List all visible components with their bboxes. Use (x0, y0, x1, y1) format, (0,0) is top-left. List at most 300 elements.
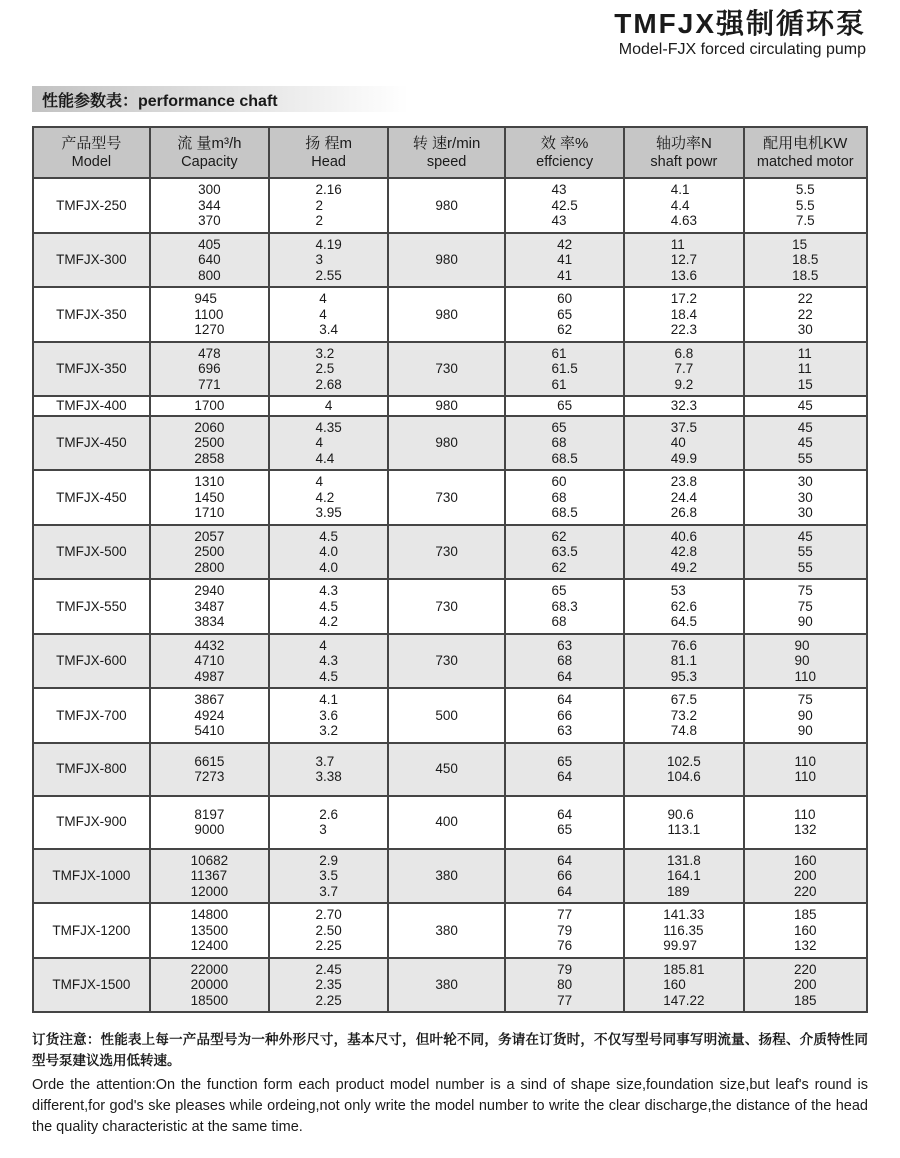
model-cell: TMFJX-450 (33, 470, 150, 525)
column-header-en: effciency (536, 154, 594, 170)
head-cell (269, 634, 388, 689)
value-line: 75 (797, 598, 813, 614)
value-line: 15 (792, 236, 808, 252)
efficiency-cell (505, 396, 624, 416)
speed-cell: 730 (388, 634, 505, 689)
value-line: 147.22 (663, 992, 705, 1008)
value-line: 26.8 (670, 505, 698, 520)
value-line: 42.5 (551, 197, 578, 213)
value-line: 11 (670, 236, 685, 252)
value-line: 62.6 (670, 598, 698, 614)
efficiency-cell (505, 796, 624, 849)
head-cell (269, 903, 388, 958)
value-line: 9000 (194, 822, 225, 837)
speed-cell: 730 (388, 470, 505, 525)
motor-cell (744, 849, 868, 904)
capacity-cell (150, 470, 269, 525)
column-header-cn: 效 率% (540, 135, 589, 152)
speed-cell: 980 (388, 416, 505, 471)
page-title: TMFJX强制循环泵 (614, 8, 866, 39)
value-line: 99.97 (663, 938, 698, 953)
column-header-en: speed (426, 154, 467, 170)
column-header-cn: 配用电机KW (763, 135, 848, 152)
column-header (388, 127, 505, 178)
value-line: 4924 (194, 707, 225, 723)
value-line: 1710 (194, 505, 225, 520)
value-line: 185 (793, 992, 817, 1008)
value-line: 68 (551, 489, 567, 505)
motor-cell (744, 743, 868, 796)
value-line: 40.6 (670, 528, 698, 544)
table-row (33, 470, 867, 525)
head-cell (269, 525, 388, 580)
speed-cell: 730 (388, 579, 505, 634)
value-line: 79 (557, 961, 573, 977)
value-line: 7.5 (795, 213, 815, 228)
column-header-en: Capacity (181, 154, 238, 170)
value-line: 80 (557, 977, 573, 992)
value-line: 22 (797, 306, 813, 322)
value-line: 300 (198, 182, 221, 197)
efficiency-cell (505, 634, 624, 689)
value-line: 18.5 (792, 252, 819, 267)
value-line: 4.3 (319, 653, 339, 668)
value-line: 32.3 (670, 398, 698, 413)
value-line: 164.1 (666, 868, 701, 883)
value-line: 77 (557, 907, 573, 922)
value-line: 90.6 (667, 806, 694, 822)
value-line: 4.35 (315, 419, 342, 435)
value-line: 5410 (194, 723, 225, 738)
value-line: 2500 (194, 544, 225, 559)
shaft-power-cell (624, 396, 743, 416)
capacity-cell (150, 579, 269, 634)
value-line: 17.2 (670, 291, 698, 306)
order-note-english: Orde the attention:On the function form each product model number is a sind of shape size,foundation size,but leaf's round is different,for god's ske pleases while ordeing,not only write the model number to write the clear discharge,the distance of the head the quality characteristic at the same time. (32, 1077, 868, 1135)
column-header-cn: 轴功率N (655, 135, 712, 152)
efficiency-cell (505, 416, 624, 471)
value-line: 65 (551, 419, 567, 435)
value-line: 405 (198, 236, 221, 252)
value-line: 11 (797, 361, 812, 376)
value-line: 2.25 (315, 938, 342, 953)
value-line: 4.2 (319, 614, 339, 629)
head-cell (269, 688, 388, 743)
value-line: 53 (670, 583, 686, 598)
value-line: 3.38 (315, 769, 342, 784)
efficiency-cell (505, 178, 624, 233)
value-line: 13.6 (670, 267, 698, 283)
value-line: 62 (551, 559, 567, 575)
value-line: 18500 (190, 992, 229, 1008)
value-line: 116.35 (663, 922, 704, 938)
column-header (150, 127, 269, 178)
motor-cell (744, 470, 868, 525)
column-header-cn: 扬 程m (305, 135, 352, 152)
value-line: 132 (793, 822, 817, 837)
shaft-power-cell (624, 958, 743, 1013)
motor-cell (744, 796, 868, 849)
table-body (33, 178, 867, 1012)
value-line: 55 (797, 450, 813, 466)
value-line: 2.16 (315, 182, 342, 197)
column-header (33, 127, 150, 178)
capacity-cell (150, 342, 269, 397)
value-line: 7.7 (674, 361, 694, 376)
table-row (33, 287, 867, 342)
value-line: 110 (793, 806, 816, 822)
capacity-cell (150, 743, 269, 796)
shaft-power-cell (624, 470, 743, 525)
model-cell: TMFJX-550 (33, 579, 150, 634)
capacity-cell (150, 688, 269, 743)
value-line: 2.68 (315, 376, 342, 392)
value-line: 9.2 (674, 376, 694, 392)
value-line: 45 (797, 398, 813, 413)
value-line: 66 (557, 868, 573, 883)
value-line: 63 (557, 637, 573, 653)
value-line: 1270 (194, 322, 225, 337)
value-line: 110 (794, 769, 817, 784)
value-line: 22.3 (670, 322, 698, 337)
table-row (33, 178, 867, 233)
value-line: 61.5 (551, 361, 578, 376)
value-line: 73.2 (670, 707, 698, 723)
value-line: 141.33 (663, 907, 705, 922)
value-line: 2.9 (319, 852, 339, 868)
value-line: 30 (797, 505, 813, 520)
value-line: 4.4 (670, 197, 690, 213)
value-line: 110 (794, 753, 817, 769)
shaft-power-cell (624, 849, 743, 904)
value-line: 4 (319, 291, 327, 306)
value-line: 4.5 (319, 528, 339, 544)
value-line: 14800 (190, 907, 229, 922)
value-line: 65 (557, 822, 573, 837)
value-line: 20000 (190, 977, 229, 992)
value-line: 11 (797, 345, 812, 361)
shaft-power-cell (624, 743, 743, 796)
value-line: 68 (551, 614, 567, 629)
value-line: 76.6 (670, 637, 698, 653)
value-line: 68.3 (551, 598, 578, 614)
table-row (33, 903, 867, 958)
value-line: 2.5 (315, 361, 335, 376)
value-line: 40 (670, 435, 686, 450)
value-line: 640 (198, 252, 221, 267)
value-line: 68.5 (551, 450, 578, 466)
value-line: 12000 (190, 883, 229, 899)
column-header-en: Model (71, 154, 112, 170)
value-line: 6615 (194, 753, 225, 769)
table-row (33, 958, 867, 1013)
motor-cell (744, 525, 868, 580)
column-header (744, 127, 868, 178)
value-line: 113.1 (667, 822, 701, 837)
column-header (505, 127, 624, 178)
performance-table (32, 126, 868, 1013)
value-line: 23.8 (670, 474, 698, 489)
column-header (269, 127, 388, 178)
table-row (33, 342, 867, 397)
motor-cell (744, 287, 868, 342)
shaft-power-cell (624, 903, 743, 958)
value-line: 65 (557, 398, 573, 413)
model-cell: TMFJX-1000 (33, 849, 150, 904)
model-cell: TMFJX-300 (33, 233, 150, 288)
value-line: 30 (797, 322, 813, 337)
value-line: 41 (557, 267, 573, 283)
value-line: 43 (551, 213, 567, 228)
value-line: 3487 (194, 598, 225, 614)
value-line: 4.19 (315, 236, 342, 252)
column-header-cn: 转 速r/min (412, 135, 481, 152)
value-line: 64.5 (670, 614, 698, 629)
value-line: 3.7 (319, 883, 339, 899)
value-line: 64 (557, 806, 573, 822)
value-line: 49.2 (670, 559, 698, 575)
value-line: 1450 (194, 489, 225, 505)
value-line: 61 (551, 345, 567, 361)
value-line: 90 (794, 637, 810, 653)
value-line: 2858 (194, 450, 225, 466)
value-line: 95.3 (670, 668, 698, 684)
table-row (33, 233, 867, 288)
value-line: 12.7 (670, 252, 698, 267)
value-line: 55 (797, 559, 813, 575)
value-line: 5.5 (795, 182, 815, 197)
motor-cell (744, 579, 868, 634)
value-line: 4987 (194, 668, 225, 684)
value-line: 189 (666, 883, 690, 899)
value-line: 90 (797, 707, 813, 723)
head-cell (269, 233, 388, 288)
motor-cell (744, 342, 868, 397)
value-line: 11367 (190, 868, 228, 883)
value-line: 2800 (194, 559, 225, 575)
head-cell (269, 796, 388, 849)
head-cell (269, 342, 388, 397)
speed-cell: 380 (388, 958, 505, 1013)
value-line: 200 (793, 868, 817, 883)
value-line: 185 (793, 907, 817, 922)
value-line: 90 (797, 723, 813, 738)
value-line: 2.55 (315, 267, 342, 283)
capacity-cell (150, 396, 269, 416)
value-line: 24.4 (670, 489, 698, 505)
value-line: 4.4 (315, 450, 335, 466)
value-line: 5.5 (795, 197, 815, 213)
value-line: 3.95 (315, 505, 342, 520)
value-line: 63.5 (551, 544, 578, 559)
value-line: 45 (797, 528, 813, 544)
speed-cell: 980 (388, 287, 505, 342)
column-header-en: Head (311, 154, 346, 170)
value-line: 64 (557, 692, 573, 707)
value-line: 68.5 (551, 505, 578, 520)
order-notes (32, 1029, 868, 1138)
value-line: 3867 (194, 692, 225, 707)
model-cell: TMFJX-700 (33, 688, 150, 743)
value-line: 4432 (194, 637, 225, 653)
value-line: 64 (557, 769, 573, 784)
value-line: 49.9 (670, 450, 698, 466)
value-line: 3.7 (315, 753, 335, 769)
header-row (33, 127, 867, 178)
value-line: 2940 (194, 583, 225, 598)
order-note-chinese: 订货注意：性能表上每一产品型号为一种外形尺寸，基本尺寸，但叶轮不同，务请在订货时，不仅写型号同事写明流量、扬程、介质特性同型号泵建议选用低转速。 (32, 1032, 868, 1068)
head-cell (269, 579, 388, 634)
motor-cell (744, 634, 868, 689)
value-line: 4.5 (319, 668, 339, 684)
table-row (33, 396, 867, 416)
value-line: 67.5 (670, 692, 698, 707)
capacity-cell (150, 796, 269, 849)
value-line: 220 (793, 883, 817, 899)
model-cell: TMFJX-350 (33, 342, 150, 397)
value-line: 160 (793, 852, 817, 868)
motor-cell (744, 416, 868, 471)
value-line: 4.63 (670, 213, 698, 228)
value-line: 4.1 (319, 692, 339, 707)
speed-cell: 400 (388, 796, 505, 849)
value-line: 696 (198, 361, 221, 376)
model-cell: TMFJX-1500 (33, 958, 150, 1013)
speed-cell: 980 (388, 178, 505, 233)
value-line: 4 (315, 474, 323, 489)
model-cell: TMFJX-250 (33, 178, 150, 233)
value-line: 75 (797, 692, 813, 707)
value-line: 4.2 (315, 489, 335, 505)
efficiency-cell (505, 287, 624, 342)
value-line: 2.6 (319, 806, 339, 822)
table-row (33, 688, 867, 743)
value-line: 3.2 (315, 345, 335, 361)
model-cell: TMFJX-500 (33, 525, 150, 580)
head-cell (269, 958, 388, 1013)
value-line: 4.0 (319, 559, 339, 575)
value-line: 3.5 (319, 868, 339, 883)
speed-cell: 730 (388, 342, 505, 397)
shaft-power-cell (624, 579, 743, 634)
value-line: 478 (198, 345, 221, 361)
value-line: 75 (797, 583, 813, 598)
speed-cell: 980 (388, 396, 505, 416)
value-line: 81.1 (670, 653, 698, 668)
value-line: 4 (315, 435, 323, 450)
shaft-power-cell (624, 525, 743, 580)
section-title: 性能参数表：performance chaft (42, 92, 278, 110)
model-cell: TMFJX-450 (33, 416, 150, 471)
value-line: 42 (557, 236, 573, 252)
capacity-cell (150, 958, 269, 1013)
value-line: 2057 (194, 528, 225, 544)
efficiency-cell (505, 958, 624, 1013)
head-cell (269, 178, 388, 233)
shaft-power-cell (624, 178, 743, 233)
value-line: 22000 (190, 961, 229, 977)
value-line: 68 (557, 653, 573, 668)
value-line: 90 (797, 614, 813, 629)
value-line: 370 (198, 213, 221, 228)
value-line: 30 (797, 489, 813, 505)
value-line: 64 (557, 668, 573, 684)
capacity-cell (150, 525, 269, 580)
head-cell (269, 743, 388, 796)
value-line: 66 (557, 707, 573, 723)
shaft-power-cell (624, 416, 743, 471)
efficiency-cell (505, 903, 624, 958)
value-line: 65 (551, 583, 567, 598)
efficiency-cell (505, 579, 624, 634)
value-line: 185.81 (663, 961, 705, 977)
column-header-cn: 流 量m³/h (177, 135, 242, 152)
speed-cell: 380 (388, 849, 505, 904)
value-line: 160 (793, 922, 817, 938)
value-line: 3 (315, 252, 323, 267)
speed-cell: 980 (388, 233, 505, 288)
capacity-cell (150, 233, 269, 288)
value-line: 945 (194, 291, 217, 306)
value-line: 2.50 (315, 922, 342, 938)
value-line: 800 (198, 267, 221, 283)
value-line: 45 (797, 419, 813, 435)
value-line: 2 (315, 213, 323, 228)
motor-cell (744, 233, 868, 288)
shaft-power-cell (624, 342, 743, 397)
value-line: 18.4 (670, 306, 698, 322)
value-line: 2 (315, 197, 323, 213)
table-row (33, 743, 867, 796)
value-line: 3834 (194, 614, 225, 629)
value-line: 3 (319, 822, 327, 837)
value-line: 2.70 (315, 907, 342, 922)
page-subtitle: Model-FJX forced circulating pump (618, 41, 866, 58)
table-row (33, 849, 867, 904)
value-line: 61 (551, 376, 567, 392)
efficiency-cell (505, 233, 624, 288)
value-line: 62 (551, 528, 567, 544)
value-line: 60 (557, 291, 573, 306)
model-cell: TMFJX-800 (33, 743, 150, 796)
value-line: 43 (551, 182, 567, 197)
capacity-cell (150, 416, 269, 471)
head-cell (269, 287, 388, 342)
document-header (32, 8, 868, 60)
value-line: 4710 (194, 653, 225, 668)
capacity-cell (150, 849, 269, 904)
motor-cell (744, 396, 868, 416)
shaft-power-cell (624, 287, 743, 342)
value-line: 132 (793, 938, 817, 953)
value-line: 30 (797, 474, 813, 489)
value-line: 4 (319, 637, 327, 653)
shaft-power-cell (624, 688, 743, 743)
value-line: 4.0 (319, 544, 339, 559)
efficiency-cell (505, 688, 624, 743)
value-line: 2500 (194, 435, 225, 450)
section-title-bar (32, 86, 424, 112)
speed-cell: 500 (388, 688, 505, 743)
value-line: 8197 (194, 806, 225, 822)
value-line: 1100 (194, 306, 224, 322)
table-header (33, 127, 867, 178)
value-line: 110 (794, 668, 817, 684)
model-cell: TMFJX-350 (33, 287, 150, 342)
table-row (33, 579, 867, 634)
value-line: 1700 (194, 398, 225, 413)
value-line: 60 (551, 474, 567, 489)
